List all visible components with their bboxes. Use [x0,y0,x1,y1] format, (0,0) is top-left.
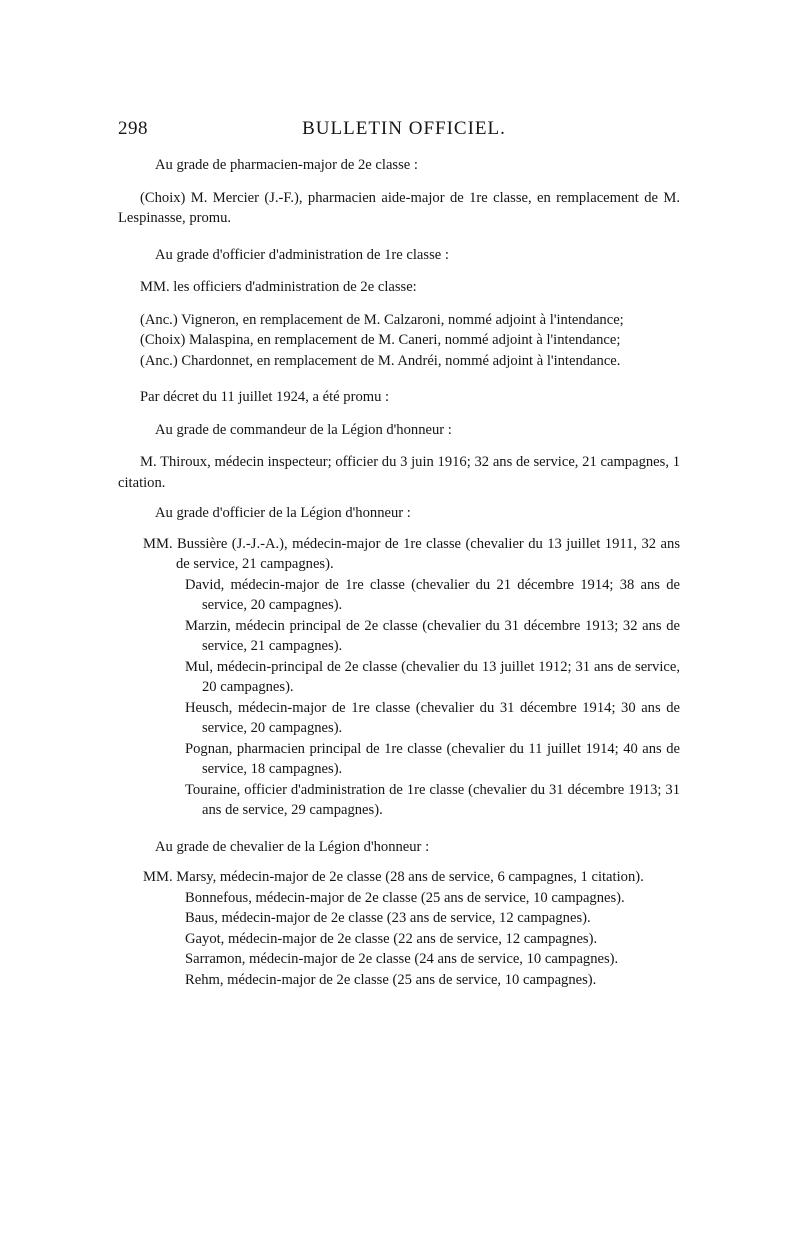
chevalier-entry: Sarramon, médecin-major de 2e classe (24 ans de service, 10 campagnes). [185,951,619,967]
admin-entry: (Anc.) Chardonnet, en remplacement de M. Andréi, nommé adjoint à l'intendance. [140,352,621,369]
chevalier-entry: Baus, médecin-major de 2e classe (23 ans de service, 12 campagnes). [185,910,591,926]
commandeur-entry: M. Thiroux, médecin inspecteur; officier du 3 juin 1916; 32 ans de service, 21 campagnes, 1 citation. [118,454,680,491]
pharm-heading: Au grade de pharmacien-major de 2e classe : [155,157,418,173]
officier-entry: Touraine, officier d'administration de 1re classe (chevalier du 31 décembre 1913; 31 ans de service, 29 campagnes). [185,781,680,818]
chevalier-entry: MM. Marsy, médecin-major de 2e classe (28 ans de service, 6 campagnes, 1 citation). [143,869,644,885]
chevalier-entry: Rehm, médecin-major de 2e classe (25 ans de service, 10 campagnes). [185,971,597,988]
admin-entry: (Choix) Malaspina, en remplacement de M. Caneri, nommé adjoint à l'intendance; [140,332,621,348]
page-body [118,155,680,990]
officier-entry: MM. Bussière (J.-J.-A.), médecin-major de 1re classe (chevalier du 13 juillet 1911, 32 ans de service, 21 campagnes). [143,535,680,572]
officier-entry: Mul, médecin-principal de 2e classe (chevalier du 13 juillet 1912; 31 ans de service, 20 campagnes). [185,658,680,695]
officier-entry: Heusch, médecin-major de 1re classe (chevalier du 31 décembre 1914; 30 ans de service, 20 campagnes). [185,699,680,736]
page-number: 298 [118,118,148,139]
running-title: BULLETIN OFFICIEL. [302,118,506,139]
chevalier-entry: Bonnefous, médecin-major de 2e classe (25 ans de service, 10 campagnes). [185,889,625,906]
officier-heading: Au grade d'officier de la Légion d'honneur : [155,505,411,521]
pharm-entry: (Choix) M. Mercier (J.-F.), pharmacien aide-major de 1re classe, en remplacement de M. Lespinasse, promu. [118,189,680,226]
admin-intro: MM. les officiers d'administration de 2e classe: [140,279,417,295]
admin-entry: (Anc.) Vigneron, en remplacement de M. Calzaroni, nommé adjoint à l'intendance; [140,311,624,328]
officier-entry: David, médecin-major de 1re classe (chevalier du 21 décembre 1914; 38 ans de service, 20 campagnes). [185,576,680,613]
officier-entry: Pognan, pharmacien principal de 1re classe (chevalier du 11 juillet 1914; 40 ans de service, 18 campagnes). [185,740,680,777]
officier-entry: Marzin, médecin principal de 2e classe (chevalier du 31 décembre 1913; 32 ans de service, 21 campagnes). [185,617,680,654]
page-header [118,118,680,146]
chevalier-heading: Au grade de chevalier de la Légion d'honneur : [155,838,430,855]
commandeur-heading: Au grade de commandeur de la Légion d'honneur : [155,421,452,438]
admin-heading: Au grade d'officier d'administration de 1re classe : [155,246,449,263]
chevalier-entry: Gayot, médecin-major de 2e classe (22 ans de service, 12 campagnes). [185,930,598,947]
decree-line: Par décret du 11 juillet 1924, a été promu : [140,389,390,405]
